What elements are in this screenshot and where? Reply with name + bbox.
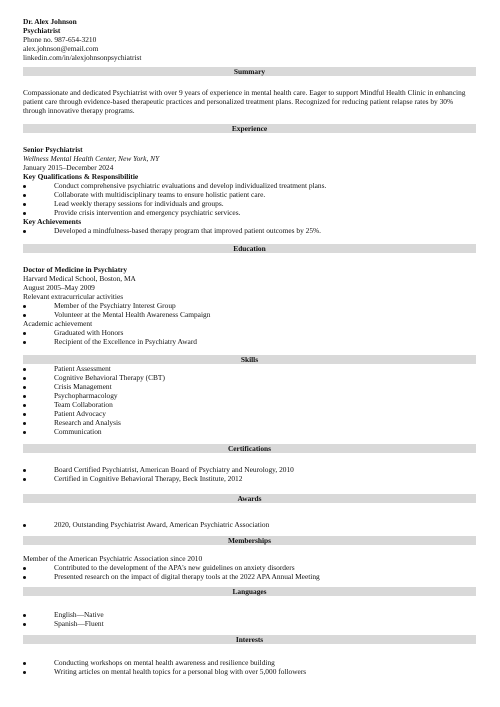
list-item: Member of the Psychiatry Interest Group (23, 301, 476, 310)
academic-list (23, 328, 476, 346)
list-item: Communication (23, 427, 476, 436)
list-item: Contributed to the development of the APA's new guidelines on anxiety disorders (23, 563, 476, 572)
bullet-icon (23, 469, 26, 472)
list-item: Patient Assessment (23, 364, 476, 373)
bullet-icon (23, 230, 26, 233)
list-item: Conduct comprehensive psychiatric evaluations and develop individualized treatment plans. (23, 181, 476, 190)
bullet-icon (23, 368, 26, 371)
bullet-icon (23, 478, 26, 481)
memberships-list (23, 563, 476, 581)
achievements-list (23, 226, 476, 235)
bullet-icon (23, 413, 26, 416)
education-school: Harvard Medical School, Boston, MA (23, 274, 136, 283)
list-item: Team Collaboration (23, 400, 476, 409)
email-address: alex.johnson@email.com (23, 44, 99, 53)
section-heading-memberships: Memberships (23, 536, 476, 545)
interests-list (23, 658, 476, 676)
list-item: Graduated with Honors (23, 328, 476, 337)
list-item: 2020, Outstanding Psychiatrist Award, American Psychiatric Association (23, 520, 476, 529)
list-item: Lead weekly therapy sessions for individuals and groups. (23, 199, 476, 208)
bullet-icon (23, 332, 26, 335)
list-item: Collaborate with multidisciplinary teams to ensure holistic patient care. (23, 190, 476, 199)
bullet-icon (23, 431, 26, 434)
linkedin-url: linkedin.com/in/alexjohnsonpsychiatrist (23, 53, 142, 62)
list-item: Recipient of the Excellence in Psychiatry Award (23, 337, 476, 346)
list-item: English—Native (23, 610, 476, 619)
bullet-icon (23, 404, 26, 407)
certifications-list (23, 465, 476, 483)
bullet-icon (23, 377, 26, 380)
bullet-icon (23, 567, 26, 570)
bullet-icon (23, 185, 26, 188)
section-heading-education: Education (23, 244, 476, 253)
section-heading-interests: Interests (23, 635, 476, 644)
bullet-icon (23, 194, 26, 197)
list-item: Patient Advocacy (23, 409, 476, 418)
bullet-icon (23, 614, 26, 617)
bullet-icon (23, 341, 26, 344)
section-heading-summary: Summary (23, 67, 476, 76)
section-heading-certifications: Certifications (23, 444, 476, 453)
list-item: Spanish—Fluent (23, 619, 476, 628)
languages-list (23, 610, 476, 628)
candidate-name: Dr. Alex Johnson (23, 17, 77, 26)
education-degree: Doctor of Medicine in Psychiatry (23, 265, 128, 274)
list-item: Crisis Management (23, 382, 476, 391)
bullet-icon (23, 212, 26, 215)
section-heading-awards: Awards (23, 494, 476, 503)
bullet-icon (23, 671, 26, 674)
qualifications-list (23, 181, 476, 217)
education-dates: August 2005–May 2009 (23, 283, 95, 292)
list-item: Psychopharmacology (23, 391, 476, 400)
resume-page (23, 17, 476, 676)
bullet-icon (23, 395, 26, 398)
skills-list (23, 364, 476, 436)
list-item: Research and Analysis (23, 418, 476, 427)
bullet-icon (23, 203, 26, 206)
list-item: Board Certified Psychiatrist, American Board of Psychiatry and Neurology, 2010 (23, 465, 476, 474)
list-item: Provide crisis intervention and emergency psychiatric services. (23, 208, 476, 217)
phone-number: Phone no. 987-654-3210 (23, 35, 97, 44)
extracurricular-heading: Relevant extracurricular activities (23, 292, 124, 301)
qualifications-heading: Key Qualifications & Responsibilitie (23, 172, 139, 181)
section-heading-languages: Languages (23, 587, 476, 596)
section-heading-skills: Skills (23, 355, 476, 364)
list-item: Conducting workshops on mental health awareness and resilience building (23, 658, 476, 667)
candidate-title: Psychiatrist (23, 26, 61, 35)
bullet-icon (23, 314, 26, 317)
list-item: Volunteer at the Mental Health Awareness Campaign (23, 310, 476, 319)
membership-intro: Member of the American Psychiatric Association since 2010 (23, 554, 203, 563)
bullet-icon (23, 386, 26, 389)
academic-heading: Academic achievement (23, 319, 93, 328)
extracurricular-list (23, 301, 476, 319)
resume-header (23, 17, 476, 62)
bullet-icon (23, 623, 26, 626)
list-item: Developed a mindfulness-based therapy program that improved patient outcomes by 25%. (23, 226, 476, 235)
bullet-icon (23, 524, 26, 527)
list-item: Writing articles on mental health topics for a personal blog with over 5,000 followers (23, 667, 476, 676)
list-item: Presented research on the impact of digital therapy tools at the 2022 APA Annual Meeting (23, 572, 476, 581)
experience-org: Wellness Mental Health Center, New York, NY (23, 154, 160, 163)
summary-text: Compassionate and dedicated Psychiatrist with over 9 years of experience in mental health care. Eager to support Mindful Health Clinic in enhancing patient care through evidence-based therapeutic practices and personalized treatment plans. Recognized for reducing patient relapse rates by 30% through innovative therapy programs. (23, 88, 466, 115)
section-heading-experience: Experience (23, 124, 476, 133)
awards-list (23, 520, 476, 529)
experience-dates: January 2015–December 2024 (23, 163, 114, 172)
experience-role: Senior Psychiatrist (23, 145, 83, 154)
bullet-icon (23, 305, 26, 308)
list-item: Cognitive Behavioral Therapy (CBT) (23, 373, 476, 382)
list-item: Certified in Cognitive Behavioral Therapy, Beck Institute, 2012 (23, 474, 476, 483)
bullet-icon (23, 662, 26, 665)
bullet-icon (23, 422, 26, 425)
achievements-heading: Key Achievements (23, 217, 82, 226)
bullet-icon (23, 576, 26, 579)
